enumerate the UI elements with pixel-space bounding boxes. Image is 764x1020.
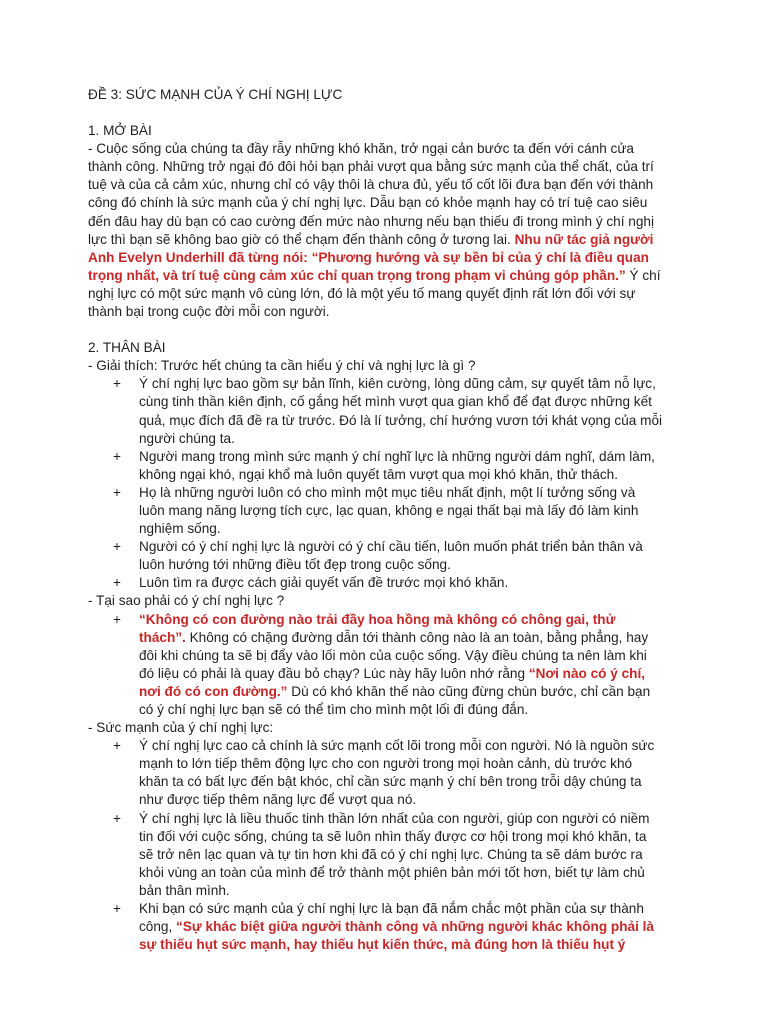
body-heading: 2. THÂN BÀI [88, 340, 166, 356]
spacer [88, 104, 664, 122]
spacer [88, 321, 664, 339]
why-quote-2: “Nơi nào có ý chí, nơi đó có con đường.” [139, 665, 645, 699]
power-list [88, 737, 664, 954]
intro-heading: 1. MỞ BÀI [88, 123, 152, 139]
list-item: + Ý chí nghị lực bao gồm sự bản lĩnh, kiên cường, lòng dũng cảm, sự quyết tâm nỗ lực, cùng tinh thần kiên định, cố gắng hết mình vượt qua gian khổ để đạt được những kết quả, mục đích đã đề ra từ trước. Đó là lí tưởng, chí hướng vươn tới khát vọng của mỗi người chúng ta. [139, 375, 664, 447]
list-item: + Luôn tìm ra được cách giải quyết vấn đề trước mọi khó khăn. [139, 574, 664, 592]
list-item: + Người mang trong mình sức mạnh ý chí nghĩ lực là những người dám nghĩ, dám làm, không ngại khó, ngại khổ mà luôn quyết tâm vượt qua mọi khó khăn, thử thách. [139, 448, 664, 484]
document-title: ĐỀ 3: SỨC MẠNH CỦA Ý CHÍ NGHỊ LỰC [88, 87, 343, 102]
list-item: + Người có ý chí nghị lực là người có ý chí cầu tiến, luôn muốn phát triển bản thân và luôn hướng tới những điều tốt đẹp trong cuộc sống. [139, 538, 664, 574]
why-label: - Tại sao phải có ý chí nghị lực ? [88, 593, 285, 609]
why-text-2: Dù có khó khăn thế nào cũng đừng chùn bước, chỉ cần bạn có ý chí nghị lực bạn sẽ có thể tìm cho mình một lối đi đúng đắn. [139, 683, 651, 717]
explain-label: - Giải thích: Trước hết chúng ta cần hiểu ý chí và nghị lực là gì ? [88, 358, 476, 374]
list-item: + Ý chí nghị lực cao cả chính là sức mạnh cốt lõi trong mỗi con người. Nó là nguồn sức mạnh to lớn tiếp thêm động lực cho con người trong mọi hoàn cảnh, dù trước khó khăn ta có bất lực đến bật khóc, chỉ cần sức mạnh ý chí bên trong trỗi dậy chúng ta như được tiếp thêm năng lực để vượt qua nó. [139, 737, 664, 809]
power-label: - Sức mạnh của ý chí nghị lực: [88, 720, 274, 736]
why-list [88, 611, 664, 720]
last-item-text: Khi bạn có sức mạnh của ý chí nghị lực là bạn đã nắm chắc một phần của sự thành công, [139, 901, 644, 935]
intro-paragraph [88, 140, 664, 321]
explain-list [88, 375, 664, 592]
why-text-1: Không có chặng đường dẫn tới thành công nào là an toàn, bằng phẳng, hay đôi khi chúng ta sẽ bị đẩy vào lối mòn của cuộc sống. Vậy điều chúng ta nên làm khi đó liệu có phải là quay đầu bỏ chạy? Lúc này hãy luôn nhớ rằng [139, 629, 649, 681]
list-item [139, 611, 664, 720]
list-item [139, 900, 664, 954]
why-quote-1: “Không có con đường nào trải đầy hoa hồng mà không có chông gai, thử thách”. [139, 611, 616, 645]
list-item: + Ý chí nghị lực là liều thuốc tinh thần lớn nhất của con người, giúp con người có niềm tin đối với cuộc sống, chúng ta sẽ luôn nhìn thấy được cơ hội trong mọi khó khăn, ta sẽ trở nên lạc quan và tự tin hơn khi đã có ý chí nghị lực. Chúng ta sẽ dám bước ra khỏi vùng an toàn của mình để trở thành một phiên bản mới tốt hơn, biết tự làm chủ bản thân mình. [139, 810, 664, 900]
intro-text: - Cuộc sống của chúng ta đầy rẫy những khó khăn, trở ngại cản bước ta đến với cánh cửa thành công. Những trở ngại đó đôi hỏi bạn phải vượt qua bằng sức mạnh của thể chất, của trí tuệ và của cả cảm xúc, nhưng chỉ có vậy thôi là chưa đủ, yếu tố cốt lõi đưa bạn đến với thành công đó chính là sức mạnh của ý chí nghị lực. Dẫu bạn có khỏe mạnh hay có trí tuệ cao siêu đến đâu hay dù bạn có cao cường đến mức nào nhưng nếu bạn thiếu đi trong mình ý chí nghị lực thì bạn sẽ không bao giờ có thể chạm đến thành công ở tương lai. [88, 141, 654, 247]
intro-text-after: Ý chí nghị lực có một sức mạnh vô cùng lớn, đó là một yếu tố mang quyết định rất lớn đối với sự thành bại trong cuộc đời mỗi con người. [88, 267, 661, 320]
last-item-quote: “Sự khác biệt giữa người thành công và những người khác không phải là sự thiếu hụt sức mạnh, hay thiếu hụt kiến thức, mà đúng hơn là thiếu hụt ý [139, 919, 654, 953]
list-item: + Họ là những người luôn có cho mình một mục tiêu nhất định, một lí tưởng sống và luôn mang năng lượng tích cực, lạc quan, không e ngại thất bại mà lấy đó làm kinh nghiệm sống. [139, 484, 664, 538]
intro-quote: Nhu nữ tác giả người Anh Evelyn Underhill đã từng nói: “Phương hướng và sự bền bỉ của ý chí là điều quan trọng nhất, và trí tuệ cùng cảm xúc chỉ quan trọng trong phạm vi chúng góp phần.” [88, 231, 654, 283]
